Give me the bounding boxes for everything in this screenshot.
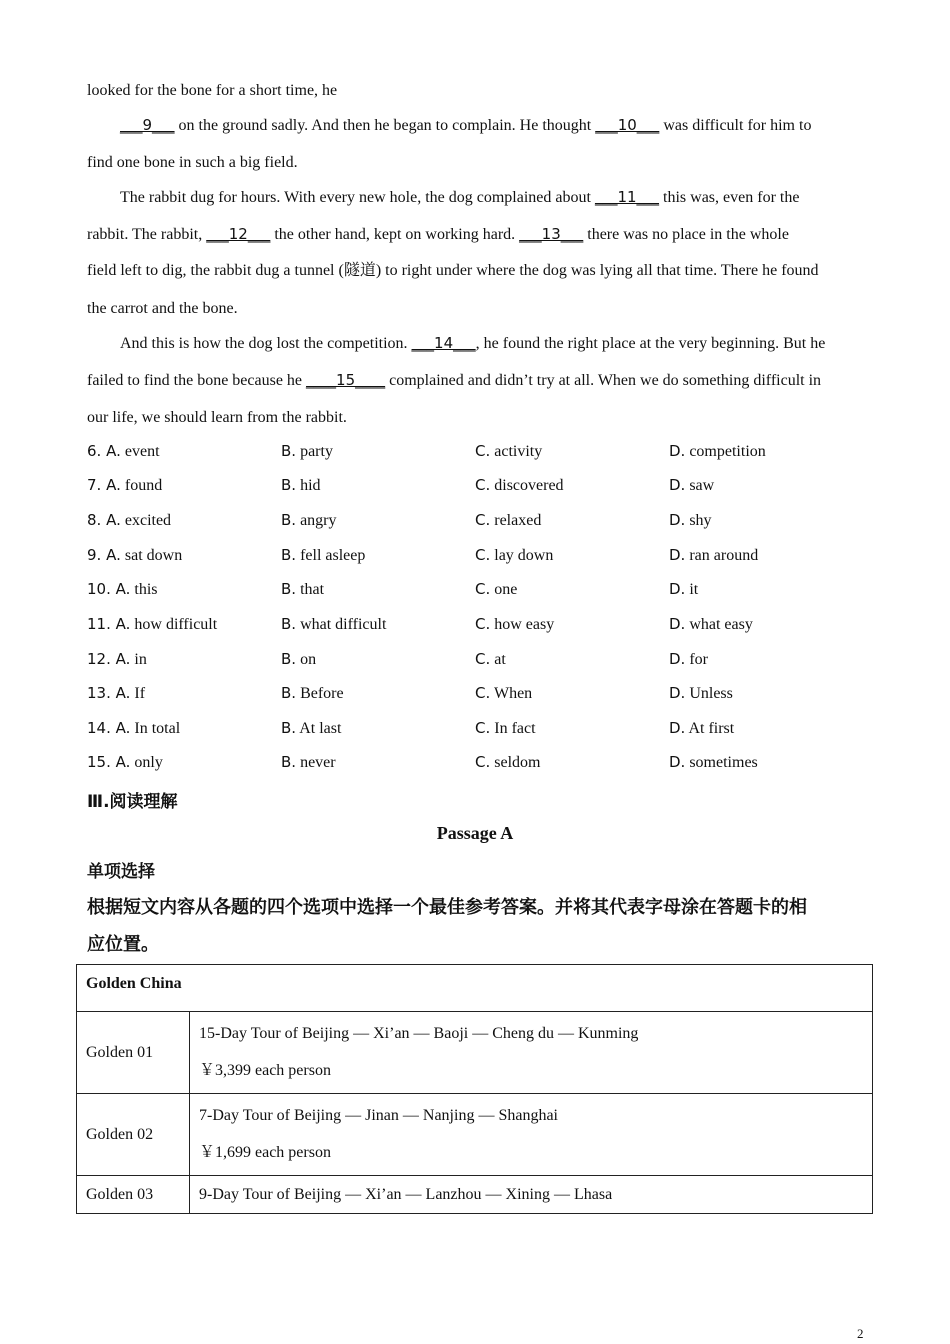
option-c: C. lay down — [475, 546, 554, 564]
option-d: D. Unless — [669, 684, 733, 702]
option-b: B. hid — [281, 476, 321, 494]
option-d: D. At first — [669, 719, 735, 737]
instruction-line-2: 应位置。 — [87, 934, 159, 955]
tour-details — [190, 1176, 873, 1214]
blank-9: ___9___ — [120, 116, 175, 134]
section-heading: Ⅲ.阅读理解 — [87, 792, 178, 812]
option-b: B. that — [281, 580, 325, 598]
option-c: C. at — [475, 650, 506, 668]
passage-line-4: The rabbit dug for hours. With every new hole, the dog complained about ___11___ this was, even for the — [120, 188, 800, 206]
option-d: D. saw — [669, 476, 715, 494]
table-row — [77, 1012, 873, 1094]
option-d: D. sometimes — [669, 753, 758, 771]
option-c: C. how easy — [475, 615, 555, 633]
option-d: D. shy — [669, 511, 712, 529]
option-a: 12. A. in — [87, 650, 147, 668]
option-c: C. discovered — [475, 476, 564, 494]
option-c: C. When — [475, 684, 533, 702]
option-b: B. At last — [281, 719, 342, 737]
tour-details — [190, 1094, 873, 1176]
passage-line-3: find one bone in such a big field. — [87, 154, 298, 171]
tour-name: Golden 02 — [77, 1094, 190, 1176]
option-a: 9. A. sat down — [87, 546, 183, 564]
table-title: Golden China — [77, 965, 873, 1012]
question-6-options — [87, 442, 873, 462]
option-b: B. what difficult — [281, 615, 387, 633]
tour-route: 15-Day Tour of Beijing — Xi’an — Baoji — Cheng du — Kunming — [199, 1025, 639, 1042]
option-c: C. activity — [475, 442, 543, 460]
option-c: C. seldom — [475, 753, 541, 771]
page-number: 2 — [857, 1326, 864, 1341]
option-a: 15. A. only — [87, 753, 163, 771]
question-9-options — [87, 546, 873, 566]
table-row — [77, 1176, 873, 1214]
passage-line-8: And this is how the dog lost the competition. ___14___, he found the right place at the very beginning. But he — [120, 334, 826, 352]
tour-table — [76, 964, 873, 1214]
option-a: 11. A. how difficult — [87, 615, 218, 633]
passage-line-10: our life, we should learn from the rabbit. — [87, 409, 347, 426]
passage-line-1: looked for the bone for a short time, he — [87, 82, 338, 99]
passage-title: Passage A — [436, 823, 514, 843]
question-7-options — [87, 476, 873, 496]
tour-route: 7-Day Tour of Beijing — Jinan — Nanjing — Shanghai — [199, 1107, 558, 1124]
option-b: B. angry — [281, 511, 337, 529]
blank-15: ____15____ — [306, 371, 386, 389]
question-13-options — [87, 684, 873, 704]
tour-name: Golden 03 — [77, 1176, 190, 1214]
blank-11: ___11___ — [594, 188, 660, 206]
tour-details — [190, 1012, 873, 1094]
question-10-options — [87, 580, 873, 600]
passage-line-6: field left to dig, the rabbit dug a tunnel (隧道) to right under where the dog was lying all that time. There he found — [87, 262, 819, 279]
question-8-options — [87, 511, 873, 531]
blank-13: ___13___ — [519, 225, 584, 243]
option-b: B. fell asleep — [281, 546, 366, 564]
option-a: 8. A. excited — [87, 511, 172, 529]
passage-line-5: rabbit. The rabbit, ___12___ the other hand, kept on working hard. ___13___ there was no place in the whole — [87, 225, 789, 243]
option-d: D. it — [669, 580, 699, 598]
blank-14: ___14___ — [411, 334, 476, 352]
option-a: 7. A. found — [87, 476, 163, 494]
option-d: D. for — [669, 650, 708, 668]
question-11-options — [87, 615, 873, 635]
blank-10: ___10___ — [595, 116, 660, 134]
option-c: C. In fact — [475, 719, 536, 737]
option-c: C. relaxed — [475, 511, 542, 529]
subheading: 单项选择 — [87, 862, 155, 882]
option-a: 6. A. event — [87, 442, 160, 460]
table-row — [77, 1094, 873, 1176]
question-15-options — [87, 753, 873, 773]
option-b: B. party — [281, 442, 333, 460]
question-12-options — [87, 650, 873, 670]
passage-line-7: the carrot and the bone. — [87, 300, 238, 317]
option-d: D. what easy — [669, 615, 753, 633]
passage-line-2: ___9___ on the ground sadly. And then he began to complain. He thought ___10___ was difficult for him to — [120, 116, 812, 134]
option-c: C. one — [475, 580, 518, 598]
tour-name: Golden 01 — [77, 1012, 190, 1094]
option-b: B. on — [281, 650, 317, 668]
option-a: 10. A. this — [87, 580, 158, 598]
option-b: B. never — [281, 753, 336, 771]
tour-price: ￥1,699 each person — [199, 1144, 331, 1161]
question-14-options — [87, 719, 873, 739]
option-d: D. ran around — [669, 546, 759, 564]
option-b: B. Before — [281, 684, 344, 702]
instruction-line-1: 根据短文内容从各题的四个选项中选择一个最佳参考答案。并将其代表字母涂在答题卡的相 — [87, 897, 807, 918]
tour-route: 9-Day Tour of Beijing — Xi’an — Lanzhou — Xining — Lhasa — [199, 1185, 613, 1203]
passage-line-9: failed to find the bone because he ____15____ complained and didn’t try at all. When we do something difficult in — [87, 371, 822, 389]
blank-12: ___12___ — [206, 225, 271, 243]
option-a: 14. A. In total — [87, 719, 181, 737]
tour-price: ￥3,399 each person — [199, 1062, 331, 1079]
option-a: 13. A. If — [87, 684, 146, 702]
option-d: D. competition — [669, 442, 766, 460]
table-header-row — [77, 965, 873, 1012]
